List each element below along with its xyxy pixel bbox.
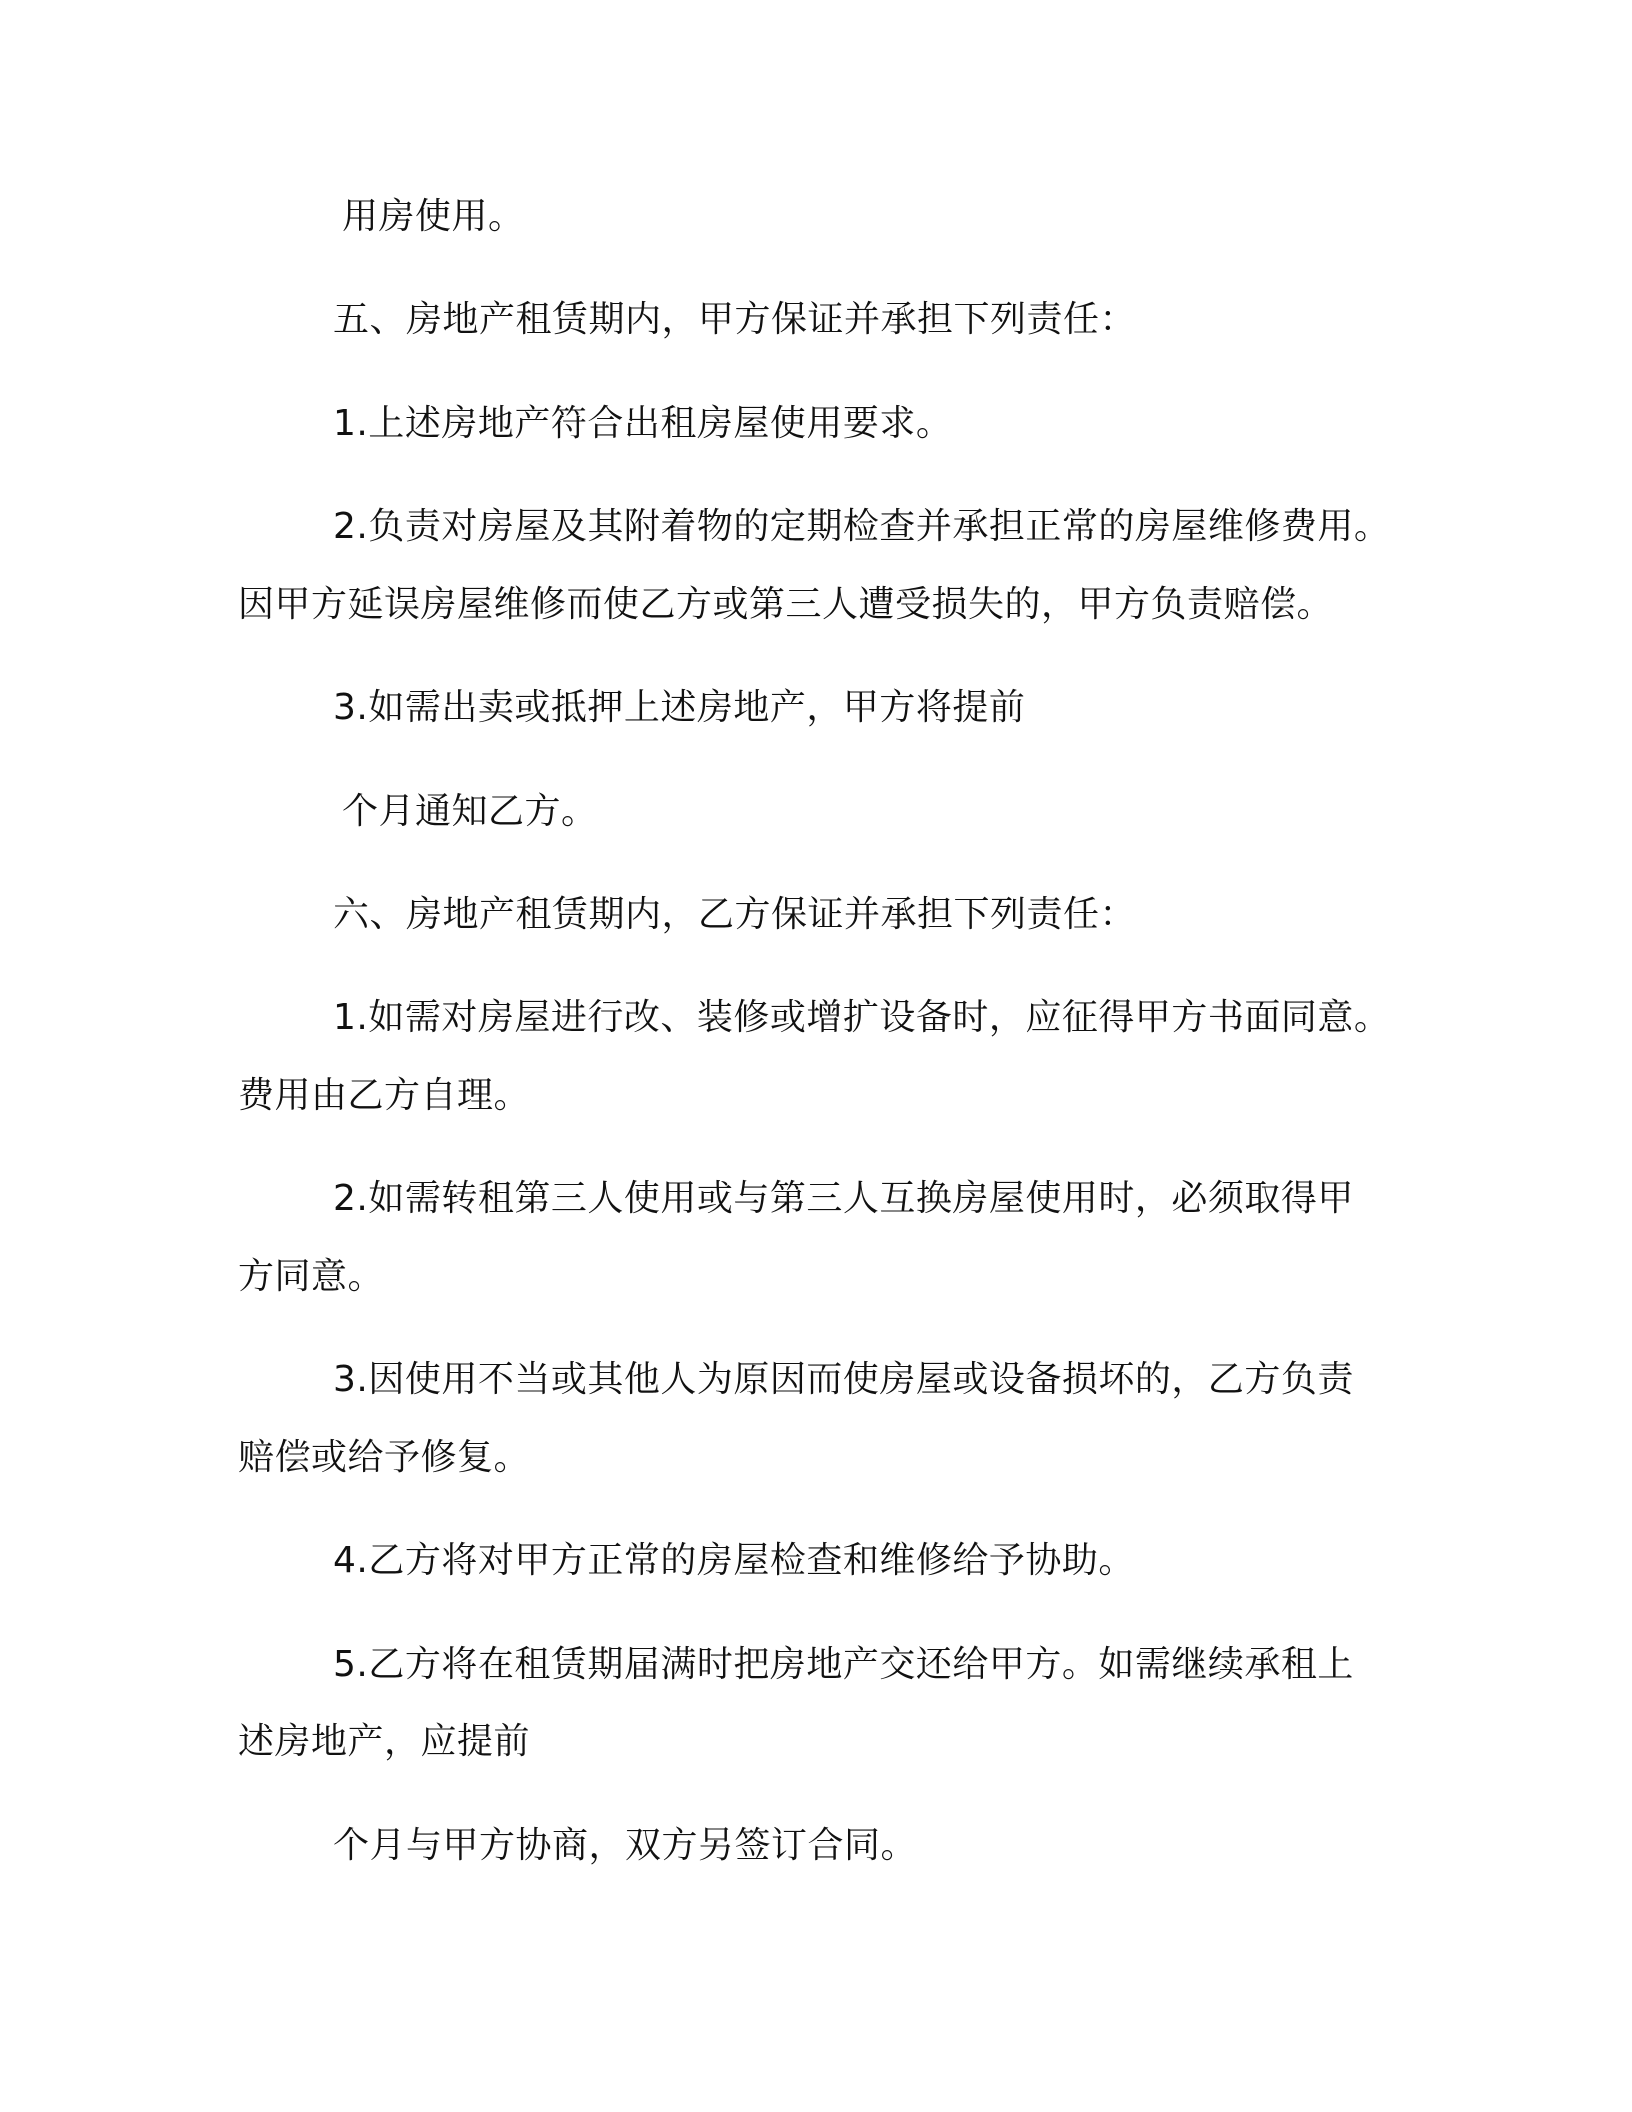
text-line: 2.负责对房屋及其附着物的定期检查并承担正常的房屋维修费用。 (333, 506, 1391, 547)
text-line: 个月与甲方协商，双方另签订合同。 (333, 1825, 918, 1866)
section-five-heading: 五、房地产租赁期内，甲方保证并承担下列责任： (333, 299, 1137, 340)
text-line: 5.乙方将在租赁期届满时把房地产交还给甲方。如需继续承租上 (333, 1644, 1354, 1685)
text-line: 个月通知乙方。 (342, 791, 598, 832)
text-line: 3.如需出卖或抵押上述房地产，甲方将提前 (333, 687, 1026, 728)
text-line: 因甲方延误房屋维修而使乙方或第三人遭受损失的，甲方负责赔偿。 (238, 584, 1334, 625)
text-line: 费用由乙方自理。 (238, 1075, 531, 1116)
text-line: 述房地产，应提前 (238, 1721, 531, 1762)
text-line: 4.乙方将对甲方正常的房屋检查和维修给予协助。 (333, 1540, 1135, 1581)
text-line: 1.上述房地产符合出租房屋使用要求。 (333, 403, 953, 444)
text-line: 用房使用。 (342, 196, 525, 237)
text-line: 3.因使用不当或其他人为原因而使房屋或设备损坏的，乙方负责 (333, 1359, 1354, 1400)
text-line: 2.如需转租第三人使用或与第三人互换房屋使用时，必须取得甲 (333, 1178, 1354, 1219)
text-line: 赔偿或给予修复。 (238, 1437, 531, 1478)
section-six-heading: 六、房地产租赁期内，乙方保证并承担下列责任： (333, 894, 1137, 935)
text-line: 1.如需对房屋进行改、装修或增扩设备时，应征得甲方书面同意。 (333, 997, 1391, 1038)
text-line: 方同意。 (238, 1256, 385, 1297)
